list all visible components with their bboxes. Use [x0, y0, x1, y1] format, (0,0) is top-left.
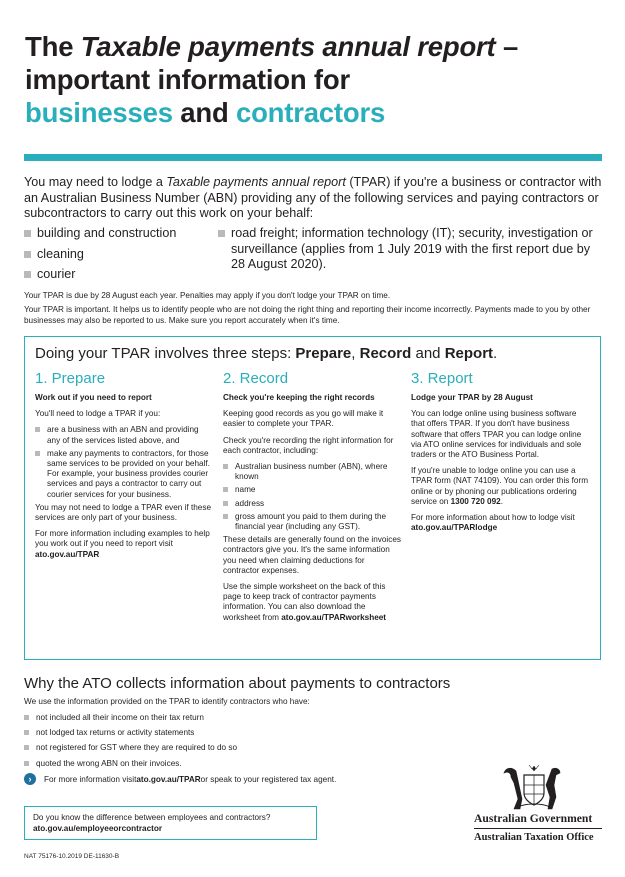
step-paragraph: Check you're recording the right information for each contractor, including:: [223, 435, 394, 455]
services-list-left: [24, 226, 214, 288]
page-title: The Taxable payments annual report – important information for businesses and contractors: [25, 31, 519, 128]
list-item: not registered for GST where they are required to do so: [24, 743, 237, 753]
bullet-square-icon: [24, 271, 31, 278]
step-paragraph: Keeping good records as you go will make it easier to complete your TPAR.: [223, 409, 384, 429]
bullet-square-icon: [24, 730, 29, 735]
branding-divider: [474, 828, 602, 829]
list-item: make any payments to contractors, for those same services to be provided on your behalf. For example, your business provides courier services and pays a contractor to carry out courier services for your business.: [35, 449, 213, 500]
service-item: road freight; information technology (IT); security, investigation or surveillance (applies from 1 July 2019 with the first report due by 28 August 2020).: [218, 226, 603, 273]
step-paragraph: If you're unable to lodge online you can use a TPAR form (NAT 74109). You can order this form online or by phoning our publications ordering service on 1300 720 092.: [411, 466, 589, 506]
service-item: courier: [24, 267, 214, 283]
more-info-line: › For more information visit ato.gov.au/TPAR or speak to your registered tax agent.: [24, 773, 336, 785]
bullet-square-icon: [24, 745, 29, 750]
bullet-square-icon: [24, 715, 29, 720]
step-subtitle: Check you're keeping the right records: [223, 393, 375, 402]
list-item: not included all their income on their tax return: [24, 713, 237, 723]
bullet-square-icon: [35, 451, 40, 456]
list-item: name: [223, 485, 401, 495]
employee-contractor-box: [24, 806, 317, 840]
why-list: [24, 713, 237, 774]
australian-government-wordmark: Australian Government: [474, 812, 593, 825]
title-divider: [24, 154, 602, 161]
importance-note: Your TPAR is important. It helps us to identify people who are not doing the right thing and reporting their income incorrectly. Payments made to you by other businesses may also be reported to us. Make sure you report accurately when it's time.: [24, 305, 591, 325]
bullet-square-icon: [223, 464, 228, 469]
why-heading: Why the ATO collects information about payments to contractors: [24, 675, 451, 692]
bullet-square-icon: [223, 514, 228, 519]
list-item: address: [223, 499, 401, 509]
ato-wordmark: Australian Taxation Office: [474, 832, 594, 843]
step-paragraph: You can lodge online using business software that offers TPAR. If you don't have business software that offers TPAR you can lodge online via ATO online services for individuals and sole traders or the ATO Business Portal.: [411, 409, 582, 460]
step-paragraph: For more information about how to lodge visit ato.gov.au/TPARlodge: [411, 513, 575, 533]
list-item: quoted the wrong ABN on their invoices.: [24, 759, 237, 769]
step-subtitle: Work out if you need to report: [35, 393, 152, 402]
step-report: [411, 370, 589, 539]
bullet-square-icon: [24, 230, 31, 237]
step-title: 3. Report: [411, 370, 473, 387]
lodge-link[interactable]: ato.gov.au/TPARlodge: [411, 523, 498, 533]
step-title: 2. Record: [223, 370, 289, 387]
list-item: Australian business number (ABN), where known: [223, 462, 401, 482]
step-prepare: [35, 370, 213, 566]
bullet-square-icon: [24, 251, 31, 258]
coat-of-arms-icon: [502, 763, 566, 811]
step-title: 1. Prepare: [35, 370, 106, 387]
step-paragraph: For more information including examples to help you work out if you need to report visit ato.gov.au/TPAR: [35, 529, 210, 559]
tpar-link[interactable]: ato.gov.au/TPAR: [136, 774, 201, 784]
step-subtitle: Lodge your TPAR by 28 August: [411, 393, 533, 402]
prepare-link[interactable]: ato.gov.au/TPAR: [35, 549, 100, 559]
bullet-square-icon: [35, 427, 40, 432]
bullet-square-icon: [24, 761, 29, 766]
service-item: building and construction: [24, 226, 214, 242]
employee-contractor-link[interactable]: ato.gov.au/employeeorcontractor: [33, 824, 163, 833]
question-text: Do you know the difference between employees and contractors?: [33, 813, 271, 822]
service-item: cleaning: [24, 247, 214, 263]
three-steps-panel: [24, 336, 601, 660]
why-intro: We use the information provided on the TPAR to identify contractors who have:: [24, 697, 310, 706]
phone-number: 1300 720 092: [450, 496, 501, 506]
chevron-right-icon: ›: [24, 773, 36, 785]
step-paragraph: You'll need to lodge a TPAR if you:: [35, 409, 161, 419]
list-item: are a business with an ABN and providing any of the services listed above, and: [35, 425, 213, 445]
step-paragraph: Use the simple worksheet on the back of this page to keep track of contractor payments information. You can also download the worksheet from ato.gov.au/TPARworksheet: [223, 582, 387, 622]
bullet-square-icon: [218, 230, 225, 237]
due-date-note: Your TPAR is due by 28 August each year. Penalties may apply if you don't lodge your TPAR on time.: [24, 291, 391, 300]
list-item: gross amount you paid to them during the financial year (including any GST).: [223, 512, 401, 532]
step-paragraph: These details are generally found on the invoices contractors give you. It's the same information you need when claiming deductions for contractor expenses.: [223, 535, 401, 575]
bullet-square-icon: [223, 487, 228, 492]
bullet-square-icon: [223, 501, 228, 506]
step-record: [223, 370, 401, 629]
steps-heading: Doing your TPAR involves three steps: Prepare, Record and Report.: [35, 345, 498, 362]
services-list-right: [218, 226, 603, 278]
intro-paragraph: You may need to lodge a Taxable payments annual report (TPAR) if you're a business or contractor with an Australian Business Number (ABN) providing any of the following services and paying contractors or subcontractors to carry out this work on your behalf:: [24, 175, 602, 220]
list-item: not lodged tax returns or activity statements: [24, 728, 237, 738]
step-paragraph: You may not need to lodge a TPAR even if these services are only part of your business.: [35, 502, 211, 523]
document-code: NAT 75176-10.2019 DE-11630-B: [24, 853, 120, 860]
worksheet-link[interactable]: ato.gov.au/TPARworksheet: [281, 612, 387, 622]
